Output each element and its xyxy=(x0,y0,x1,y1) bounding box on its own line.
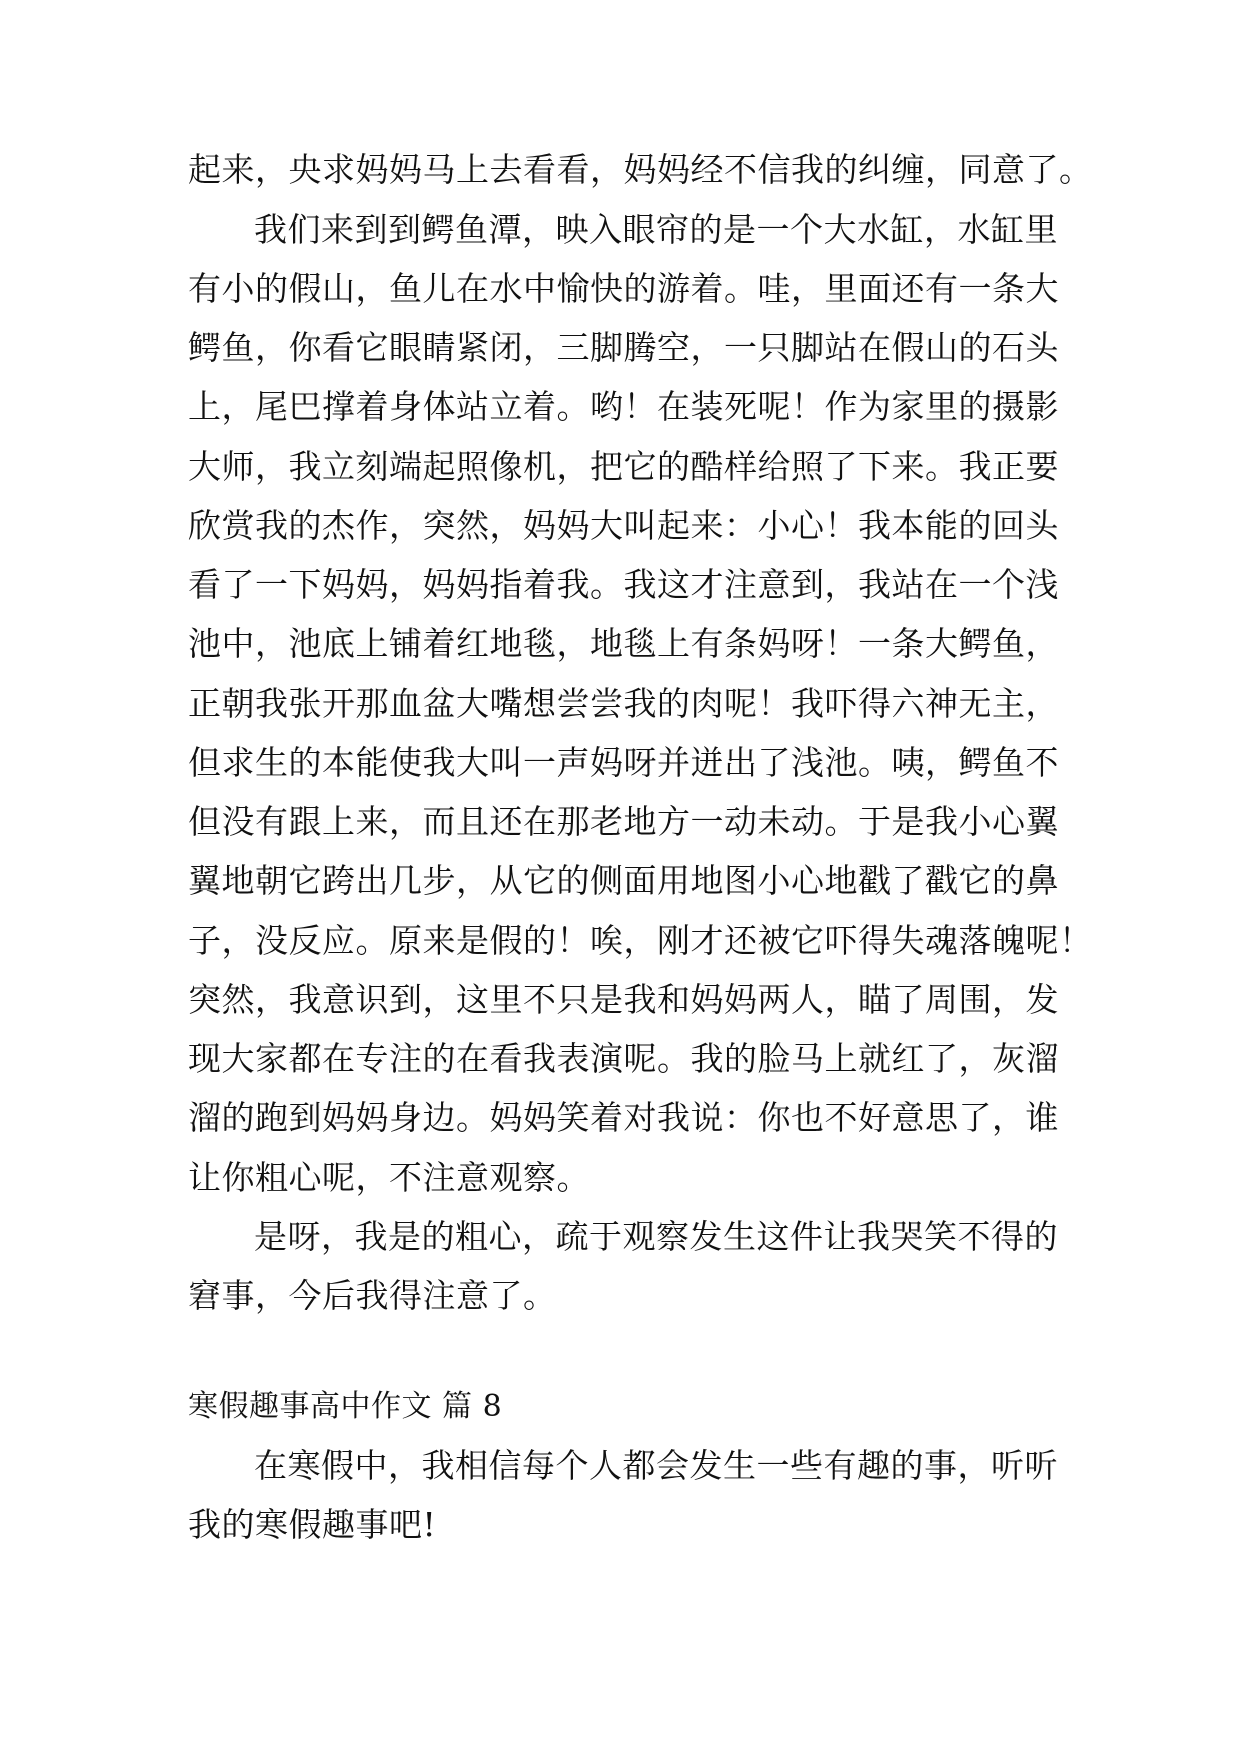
paragraph-line: 池中，池底上铺着红地毯，地毯上有条妈呀！一条大鳄鱼， xyxy=(188,624,1059,663)
paragraph-line: 看了一下妈妈，妈妈指着我。我这才注意到，我站在一个浅 xyxy=(188,565,1059,604)
paragraph-line: 但没有跟上来，而且还在那老地方一动未动。于是我小心翼 xyxy=(188,802,1059,841)
paragraph-line: 突然，我意识到，这里不只是我和妈妈两人，瞄了周围，发 xyxy=(188,980,1059,1019)
section-heading: 寒假趣事高中作文 篇 8 xyxy=(188,1389,503,1424)
paragraph-line: 上，尾巴撑着身体站立着。哟！在装死呢！作为家里的摄影 xyxy=(188,387,1059,426)
paragraph-line: 有小的假山，鱼儿在水中愉快的游着。哇，里面还有一条大 xyxy=(188,269,1059,308)
paragraph-line: 正朝我张开那血盆大嘴想尝尝我的肉呢！我吓得六神无主， xyxy=(188,684,1059,723)
paragraph-line: 是呀，我是的粗心，疏于观察发生这件让我哭笑不得的 xyxy=(254,1217,1058,1256)
paragraph-line: 欣赏我的杰作，突然，妈妈大叫起来：小心！我本能的回头 xyxy=(188,506,1059,545)
paragraph-line: 我们来到到鳄鱼潭，映入眼帘的是一个大水缸，水缸里 xyxy=(254,210,1058,249)
paragraph-line: 现大家都在专注的在看我表演呢。我的脸马上就红了，灰溜 xyxy=(188,1039,1059,1078)
paragraph-line: 窘事，今后我得注意了。 xyxy=(188,1276,557,1315)
paragraph-line: 在寒假中，我相信每个人都会发生一些有趣的事，听听 xyxy=(254,1446,1058,1485)
paragraph-line: 我的寒假趣事吧! xyxy=(188,1505,437,1544)
paragraph-line: 溜的跑到妈妈身边。妈妈笑着对我说：你也不好意思了，谁 xyxy=(188,1098,1059,1137)
paragraph-line: 翼地朝它跨出几步，从它的侧面用地图小心地戳了戳它的鼻 xyxy=(188,861,1059,900)
paragraph-line: 起来，央求妈妈马上去看看，妈妈经不信我的纠缠，同意了。 xyxy=(188,150,1093,189)
paragraph-line: 让你粗心呢，不注意观察。 xyxy=(188,1158,590,1197)
paragraph-line: 鳄鱼，你看它眼睛紧闭，三脚腾空，一只脚站在假山的石头 xyxy=(188,328,1059,367)
paragraph-line: 大师，我立刻端起照像机，把它的酷样给照了下来。我正要 xyxy=(188,447,1059,486)
paragraph-line: 子，没反应。原来是假的！唉，刚才还被它吓得失魂落魄呢！ xyxy=(188,921,1093,960)
paragraph-line: 但求生的本能使我大叫一声妈呀并迸出了浅池。咦，鳄鱼不 xyxy=(188,743,1059,782)
